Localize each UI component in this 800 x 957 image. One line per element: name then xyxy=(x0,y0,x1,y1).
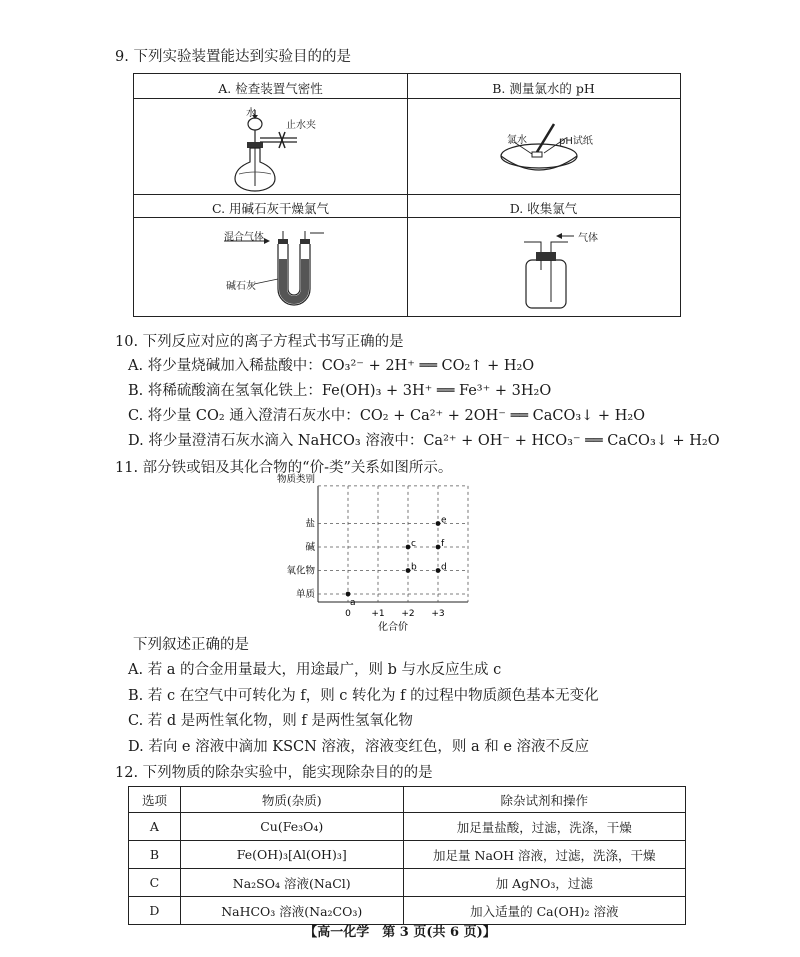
table-cell: D xyxy=(129,897,181,925)
data-label-e: e xyxy=(441,515,447,526)
q12-table xyxy=(128,786,686,925)
q12-stem: 12. 下列物质的除杂实验中，能实现除杂目的的是 xyxy=(115,765,433,781)
data-point-e xyxy=(436,521,441,526)
q10-option-d: D. 将少量澄清石灰水滴入 NaHCO₃ 溶液中：Ca²⁺ + OH⁻ + HCO₃⁻ ══ CaCO₃↓ + H₂O xyxy=(128,433,720,449)
table-cell: Na₂SO₄ 溶液(NaCl) xyxy=(180,869,403,897)
y-tick-label: 碱 xyxy=(305,542,315,553)
table-cell: Cu(Fe₃O₄) xyxy=(180,813,403,841)
q9-table xyxy=(133,73,681,317)
data-point-a xyxy=(346,592,351,597)
table-header: 除杂试剂和操作 xyxy=(403,787,685,813)
data-point-d xyxy=(436,568,441,573)
y-tick-label: 盐 xyxy=(305,518,315,530)
q9-cell-b-caption: B. 测量氯水的 pH xyxy=(492,81,595,96)
data-label-a: a xyxy=(350,598,356,608)
table-cell: 加足量 NaOH 溶液，过滤，洗涤，干燥 xyxy=(403,841,685,869)
label-mixed-gas: 混合气体 xyxy=(224,232,264,243)
label-water: 水 xyxy=(246,108,256,119)
table-header-row xyxy=(129,787,686,813)
table-row xyxy=(129,869,686,897)
x-tick-label: +3 xyxy=(431,609,445,619)
table-cell: C xyxy=(129,869,181,897)
data-label-f: f xyxy=(441,539,445,549)
table-cell: 加足量盐酸，过滤，洗涤，干燥 xyxy=(403,813,685,841)
table-cell: 加 AgNO₃，过滤 xyxy=(403,869,685,897)
table-cell: Fe(OH)₃[Al(OH)₃] xyxy=(180,841,403,869)
table-cell: A xyxy=(129,813,181,841)
q11-option-a: A. 若 a 的合金用量最大，用途最广，则 b 与水反应生成 c xyxy=(128,662,502,678)
label-soda-lime: 碱石灰 xyxy=(226,281,256,292)
q9-cell-d-caption: D. 收集氯气 xyxy=(509,201,578,216)
q10-stem: 10. 下列反应对应的离子方程式书写正确的是 xyxy=(115,334,404,350)
label-chlorine-water: 氯水 xyxy=(507,135,527,146)
ph-test-diagram xyxy=(494,114,604,184)
valence-category-chart xyxy=(276,473,520,633)
data-point-b xyxy=(406,568,411,573)
q11-option-b: B. 若 c 在空气中可转化为 f，则 c 转化为 f 的过程中物质颜色基本无变化 xyxy=(128,688,599,704)
data-point-f xyxy=(436,545,441,550)
table-header: 物质(杂质) xyxy=(180,787,403,813)
table-row xyxy=(129,813,686,841)
q10-option-b: B. 将稀硫酸滴在氢氧化铁上：Fe(OH)₃ + 3H⁺ ══ Fe³⁺ + 3H₂O xyxy=(128,383,552,399)
table-cell: B xyxy=(129,841,181,869)
table-header: 选项 xyxy=(129,787,181,813)
data-label-b: b xyxy=(411,562,417,573)
q10-option-a: A. 将少量烧碱加入稀盐酸中：CO₃²⁻ + 2H⁺ ══ CO₂↑ + H₂O xyxy=(128,358,535,374)
q11-stem: 11. 部分铁或铝及其化合物的“价-类”关系如图所示。 xyxy=(115,460,453,476)
q9-stem: 9. 下列实验装置能达到实验目的的是 xyxy=(115,49,351,65)
x-tick-label: +1 xyxy=(371,609,385,619)
q11-option-c: C. 若 d 是两性氧化物，则 f 是两性氢氧化物 xyxy=(128,713,413,729)
data-label-d: d xyxy=(441,562,447,573)
y-tick-label: 氧化物 xyxy=(286,565,315,577)
table-row xyxy=(129,841,686,869)
q11-option-d: D. 若向 e 溶液中滴加 KSCN 溶液，溶液变红色，则 a 和 e 溶液不反应 xyxy=(128,739,590,755)
table-cell: 加入适量的 Ca(OH)₂ 溶液 xyxy=(403,897,685,925)
q11-after-chart: 下列叙述正确的是 xyxy=(133,637,249,653)
data-label-c: c xyxy=(411,539,416,549)
data-point-c xyxy=(406,545,411,550)
y-axis-title: 物质类别 xyxy=(276,473,315,485)
page-footer: 【高一化学 第 3 页(共 6 页)】 xyxy=(304,925,496,940)
q9-cell-c-caption: C. 用碱石灰干燥氯气 xyxy=(211,201,330,216)
x-tick-label: +2 xyxy=(401,609,415,619)
x-tick-label: 0 xyxy=(345,609,351,619)
label-ph-paper: pH试纸 xyxy=(559,136,593,147)
label-clamp: 止水夹 xyxy=(286,120,316,131)
q10-option-c: C. 将少量 CO₂ 通入澄清石灰水中：CO₂ + Ca²⁺ + 2OH⁻ ══ CaCO₃↓ + H₂O xyxy=(128,408,646,424)
table-cell: NaHCO₃ 溶液(Na₂CO₃) xyxy=(180,897,403,925)
gas-collection-diagram xyxy=(504,234,614,314)
y-tick-label: 单质 xyxy=(295,589,315,600)
x-axis-title: 化合价 xyxy=(378,622,408,633)
q9-cell-a-caption: A. 检查装置气密性 xyxy=(218,81,323,96)
label-gas: 气体 xyxy=(578,233,598,244)
